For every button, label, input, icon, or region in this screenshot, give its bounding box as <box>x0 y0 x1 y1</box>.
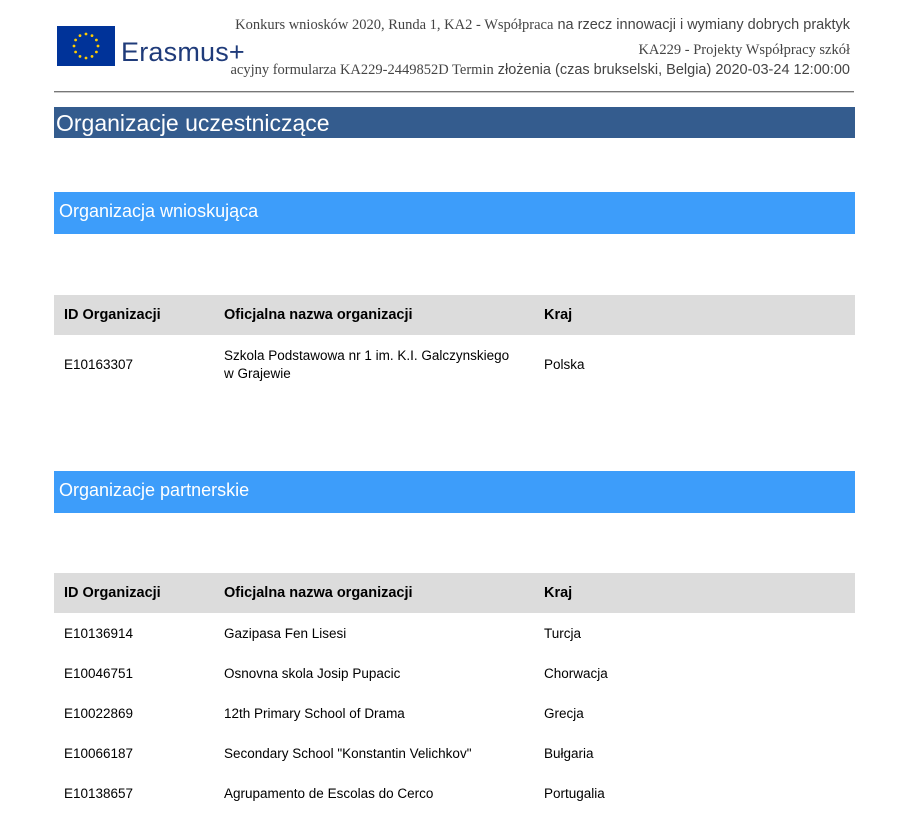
header-action-line: KA229 - Projekty Współpracy szkół <box>638 42 850 58</box>
table-row <box>54 335 855 393</box>
org-id: E10066187 <box>64 746 134 761</box>
org-name: Szkola Podstawowa nr 1 im. K.I. Galczynskiego w Grajewie <box>224 348 510 381</box>
page-title: Organizacje uczestniczące <box>54 107 855 138</box>
table-row <box>54 693 855 733</box>
partners-section-title: Organizacje partnerskie <box>54 471 855 513</box>
org-country: Grecja <box>544 706 584 721</box>
org-name: 12th Primary School of Drama <box>224 706 405 721</box>
org-id: E10163307 <box>64 357 134 372</box>
column-header-id: ID Organizacji <box>64 585 161 601</box>
org-name: Gazipasa Fen Lisesi <box>224 626 347 641</box>
table-header <box>54 573 855 613</box>
header-divider <box>54 91 854 93</box>
column-header-name: Oficjalna nazwa organizacji <box>224 585 413 601</box>
table-header <box>54 295 855 335</box>
erasmus-logo-text: Erasmus+ <box>121 37 245 67</box>
org-country: Turcja <box>544 626 582 641</box>
table-row <box>54 733 855 773</box>
table-row <box>54 653 855 693</box>
org-name: Osnovna skola Josip Pupacic <box>224 666 401 681</box>
org-name: Agrupamento de Escolas do Cerco <box>224 786 434 801</box>
header-call-line: Konkurs wniosków 2020, Runda 1, KA2 - Współpraca na rzecz innowacji i wymiany dobrych praktyk <box>235 17 850 33</box>
erasmus-logo <box>57 26 257 68</box>
column-header-country: Kraj <box>544 307 573 323</box>
column-header-country: Kraj <box>544 585 573 601</box>
org-country: Chorwacja <box>544 666 608 681</box>
column-header-id: ID Organizacji <box>64 307 161 323</box>
partners-table <box>54 573 855 813</box>
org-id: E10138657 <box>64 786 134 801</box>
applicant-section-title: Organizacja wnioskująca <box>54 192 855 234</box>
table-row <box>54 613 855 653</box>
eu-flag-icon <box>57 26 115 66</box>
org-id: E10046751 <box>64 666 134 681</box>
org-name: Secondary School "Konstantin Velichkov" <box>224 746 472 761</box>
column-header-name: Oficjalna nazwa organizacji <box>224 307 413 323</box>
org-id: E10136914 <box>64 626 134 641</box>
header-form-line: acyjny formularza KA229-2449852D Termin złożenia (czas brukselski, Belgia) 2020-03-24 12:00:00 <box>230 62 850 78</box>
org-country: Polska <box>544 357 585 372</box>
org-id: E10022869 <box>64 706 134 721</box>
applicant-table <box>54 295 855 393</box>
org-country: Bułgaria <box>544 746 594 761</box>
org-country: Portugalia <box>544 786 605 801</box>
table-row <box>54 773 855 813</box>
